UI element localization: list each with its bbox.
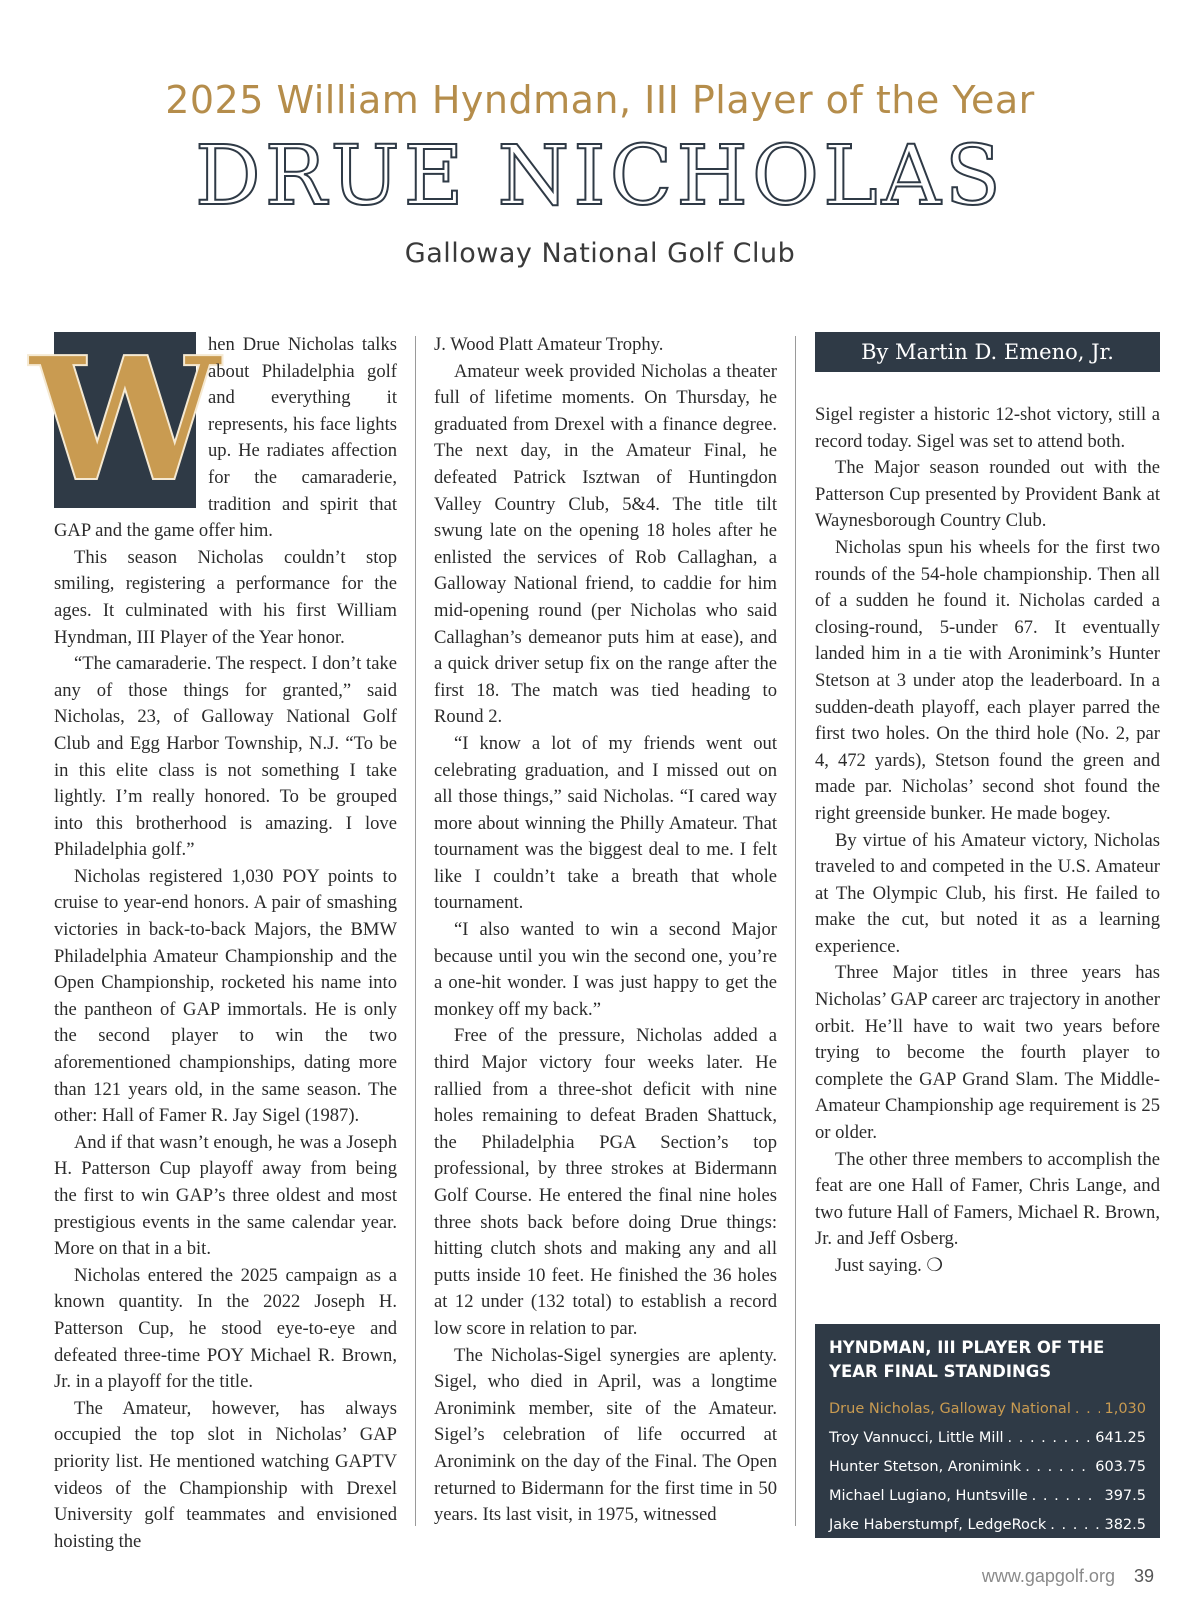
player-name: DRUE NICHOLAS [195,129,1005,224]
paragraph: The other three members to accomplish the feat are one Hall of Famer, Chris Lange, and two future Hall of Famers, Michael R. Brown, Jr. and Jeff Osberg. [815,1148,1160,1250]
award-title: 2025 William Hyndman, III Player of the Year [165,78,1035,122]
paragraph: Three Major titles in three years has Nicholas’ GAP career arc trajectory in another orbit. He’ll have to wait two years before trying to become the fourth player to complete the GAP Grand Slam. The Middle-Amateur Championship age requirement is 25 or older. [815,962,1160,1144]
column-divider [415,336,416,1526]
paragraph: Free of the pressure, Nicholas added a third Major victory four weeks later. He rallied from a three-shot deficit with nine holes remaining to defeat Braden Shattuck, the Philadelphia PGA Section’s top professional, by three strokes at Bidermann Golf Course. He entered the final nine holes three shots back before doing Drue things: hitting clutch shots and making any and all putts inside 10 feet. He finished the 36 holes at 12 under (132 total) to establish a record low score in relation to par. [434,1025,777,1339]
club-name: Galloway National Golf Club [404,238,796,269]
article-column-2 [434,332,777,1529]
article-column-1 [29,320,397,1555]
article-column-3 [815,332,1160,1280]
paragraph: The Nicholas-Sigel synergies are aplenty. Sigel, who died in April, was a longtime Aronimink member, site of the Amateur. Sigel’s celebration of life occurred at Aronimink on the day of the Final. The Open returned to Bidermann for the first time in 50 years. Its last visit, in 1975, witnessed [434,1344,777,1526]
paragraph: By virtue of his Amateur victory, Nicholas traveled to and competed in the U.S. Amateur at The Olympic Club, his first. He failed to make the cut, but noted it as a learning experience. [815,829,1160,957]
byline: By Martin D. Emeno, Jr. [815,332,1160,372]
standings-title: HYNDMAN, III PLAYER OF THE YEAR FINAL STANDINGS [829,1338,1105,1381]
standings-row: Hunter Stetson, Aronimink . . . 603.75 [829,1452,1146,1481]
standings-row: Michael Lugiano, Huntsville . . . 397.5 [829,1481,1146,1510]
paragraph: The Amateur, however, has always occupied the top slot in Nicholas’ GAP priority list. He mentioned watching GAPTV videos of the Championship with Drexel University golf teammates and envisioned hoisting the [54,1397,397,1552]
page-number: 39 [1133,1566,1154,1586]
drop-cap: W [29,320,221,520]
standings-row: Drue Nicholas, Galloway National . . . 1,030 [829,1394,1146,1423]
paragraph: Nicholas entered the 2025 campaign as a known quantity. In the 2022 Joseph H. Patterson Cup, he stood eye-to-eye and defeated three-time POY Michael R. Brown, Jr. in a playoff for the title. [54,1264,397,1393]
standings-row: Jake Haberstumpf, LedgeRock . . . 382.5 [829,1510,1146,1539]
paragraph: J. Wood Platt Amateur Trophy. [434,334,664,355]
paragraph: “I know a lot of my friends went out celebrating graduation, and I missed out on all those things,” said Nicholas. “I cared way more about winning the Philly Amateur. That tournament was the biggest deal to me. I felt like I couldn’t take a breath that whole tournament. [434,732,777,914]
page-footer [982,1566,1154,1587]
standings-row: Troy Vannucci, Little Mill . . . 641.25 [829,1423,1146,1452]
paragraph: Nicholas spun his wheels for the first two rounds of the 54-hole championship. Then all of a sudden he found it. Nicholas carded a closing-round, 5-under 67. It eventually landed him in a tie with Aronimink’s Hunter Stetson at 3 under atop the leaderboard. In a sudden-death playoff, each player parred the first two holes. On the third hole (No. 2, par 4, 472 yards), Stetson found the green and made par. Nicholas’ second shot found the right greenside bunker. He made bogey. [815,536,1160,824]
paragraph: Nicholas registered 1,030 POY points to cruise to year-end honors. A pair of smashing victories in back-to-back Majors, the BMW Philadelphia Amateur Championship and the Open Championship, rocketed his name into the pantheon of GAP immortals. He is only the second player to win the two aforementioned championships, dating more than 121 years old, in the same season. The other: Hall of Famer R. Jay Sigel (1987). [54,865,397,1127]
paragraph: Sigel register a historic 12-shot victory, still a record today. Sigel was set to attend both. [815,404,1160,452]
paragraph: Amateur week provided Nicholas a theater full of lifetime moments. On Thursday, he graduated from Drexel with a finance degree. The next day, in the Amateur Final, he defeated Patrick Isztwan of Huntingdon Valley Country Club, 5&4. The title tilt swung late on the opening 18 holes after he enlisted the services of Rob Callaghan, a Galloway National friend, to caddie for him mid-opening round (per Nicholas who said Callaghan’s demeanor puts him at ease), and a quick driver setup fix on the range after the first 18. The match was tied heading to Round 2. [434,360,777,728]
paragraph: Just saying. ❍ [835,1255,944,1276]
standings-box [815,1324,1160,1538]
paragraph: The Major season rounded out with the Patterson Cup presented by Provident Bank at Waynesborough Country Club. [815,457,1160,532]
paragraph: “I also wanted to win a second Major because until you win the second one, you’re a one-hit wonder. I was just happy to get the monkey off my back.” [434,919,777,1020]
paragraph: hen Drue Nicholas talks about Philadelphia golf and everything it represents, his face lights up. He radiates affection for the camaraderie, tradition and spirit that GAP and the game offer him. [54,334,397,542]
article-header [0,78,1200,269]
website-url: www.gapgolf.org [981,1566,1115,1586]
paragraph: This season Nicholas couldn’t stop smiling, registering a performance for the ages. It culminated with his first William Hyndman, III Player of the Year honor. [54,546,397,648]
paragraph: And if that wasn’t enough, he was a Joseph H. Patterson Cup playoff away from being the first to win GAP’s three oldest and most prestigious events in the same calendar year. More on that in a bit. [54,1131,397,1260]
paragraph: “The camaraderie. The respect. I don’t take any of those things for granted,” said Nicholas, 23, of Galloway National Golf Club and Egg Harbor Township, N.J. “To be in this elite class is not something I take lightly. I’m really honored. To be grouped into this brotherhood is amazing. I love Philadelphia golf.” [54,653,397,861]
column-divider [795,336,796,1526]
